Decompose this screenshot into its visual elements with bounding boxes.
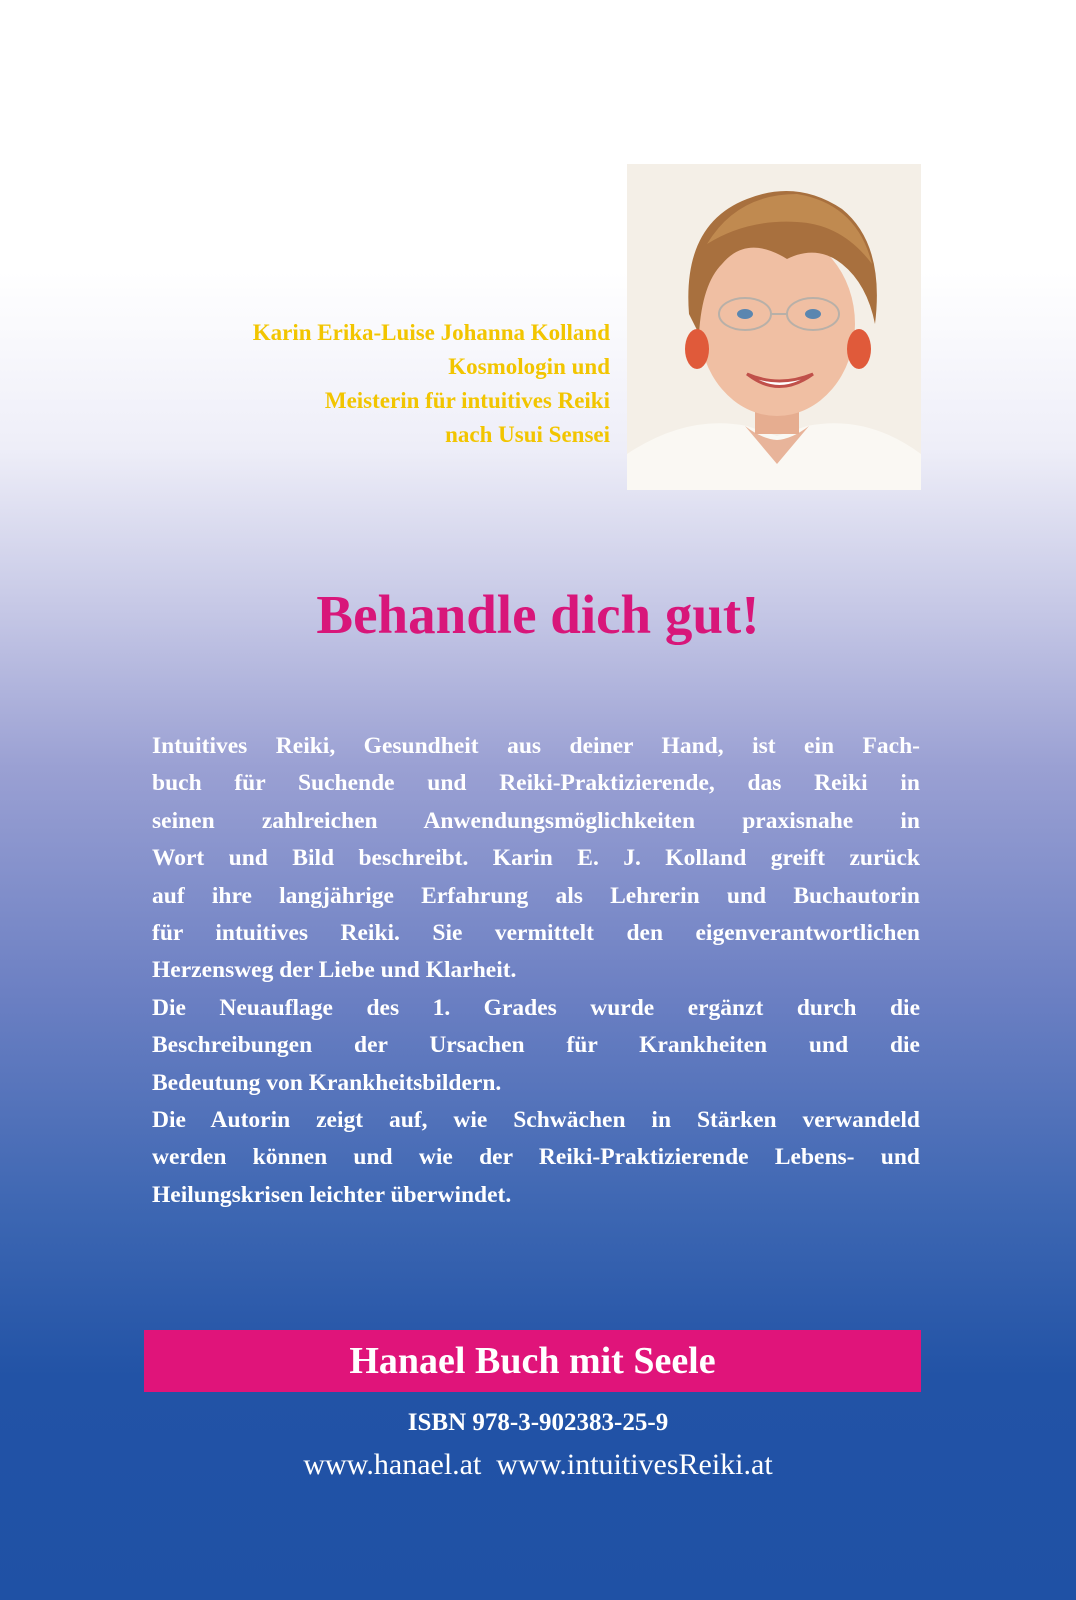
paragraph-1-line-3: seinen zahlreichen Anwendungsmöglichkeiten praxisnahe in xyxy=(152,807,920,834)
paragraph-3-line-2: werden können und wie der Reiki-Praktizierende Lebens- und xyxy=(152,1144,920,1171)
author-block xyxy=(120,316,610,452)
headline: Behandle dich gut! xyxy=(316,584,760,645)
description-paragraph-1 xyxy=(152,728,920,990)
paragraph-1-line-2: buch für Suchende und Reiki-Praktizierende, das Reiki in xyxy=(152,770,920,797)
description-paragraph-2 xyxy=(152,990,920,1102)
author-name: Karin Erika-Luise Johanna Kolland xyxy=(252,320,610,345)
paragraph-1-line-4: Wort und Bild beschreibt. Karin E. J. Kolland greift zurück xyxy=(152,845,920,872)
paragraph-2-line-3: Bedeutung von Krankheitsbildern. xyxy=(152,1069,502,1096)
paragraph-3-line-1: Die Autorin zeigt auf, wie Schwächen in Stärken verwandeld xyxy=(152,1107,920,1134)
author-title-line-2: Meisterin für intuitives Reiki xyxy=(324,388,610,413)
author-photo xyxy=(627,164,921,490)
paragraph-1-line-1: Intuitives Reiki, Gesundheit aus deiner Hand, ist ein Fach- xyxy=(152,733,920,759)
author-title-line-1: Kosmologin und xyxy=(448,354,610,379)
publisher-banner: Hanael Buch mit Seele xyxy=(144,1330,921,1392)
author-portrait-illustration xyxy=(627,164,921,490)
website-links[interactable]: www.hanael.at www.intuitivesReiki.at xyxy=(303,1448,773,1481)
description-paragraph-3 xyxy=(152,1102,920,1214)
paragraph-1-line-6: für intuitives Reiki. Sie vermittelt den eigenverantwortlichen xyxy=(152,920,920,947)
paragraph-2-line-2: Beschreibungen der Ursachen für Krankheiten und die xyxy=(152,1032,920,1059)
paragraph-1-line-5: auf ihre langjährige Erfahrung als Lehrerin und Buchautorin xyxy=(152,882,920,909)
author-title-line-3: nach Usui Sensei xyxy=(445,422,610,447)
isbn-number: ISBN 978-3-902383-25-9 xyxy=(407,1409,669,1436)
paragraph-1-line-7: Herzensweg der Liebe und Klarheit. xyxy=(152,957,517,984)
book-description xyxy=(152,728,920,1214)
paragraph-3-line-3: Heilungskrisen leichter überwindet. xyxy=(152,1181,512,1208)
paragraph-2-line-1: Die Neuauflage des 1. Grades wurde ergänzt durch die xyxy=(152,994,920,1021)
